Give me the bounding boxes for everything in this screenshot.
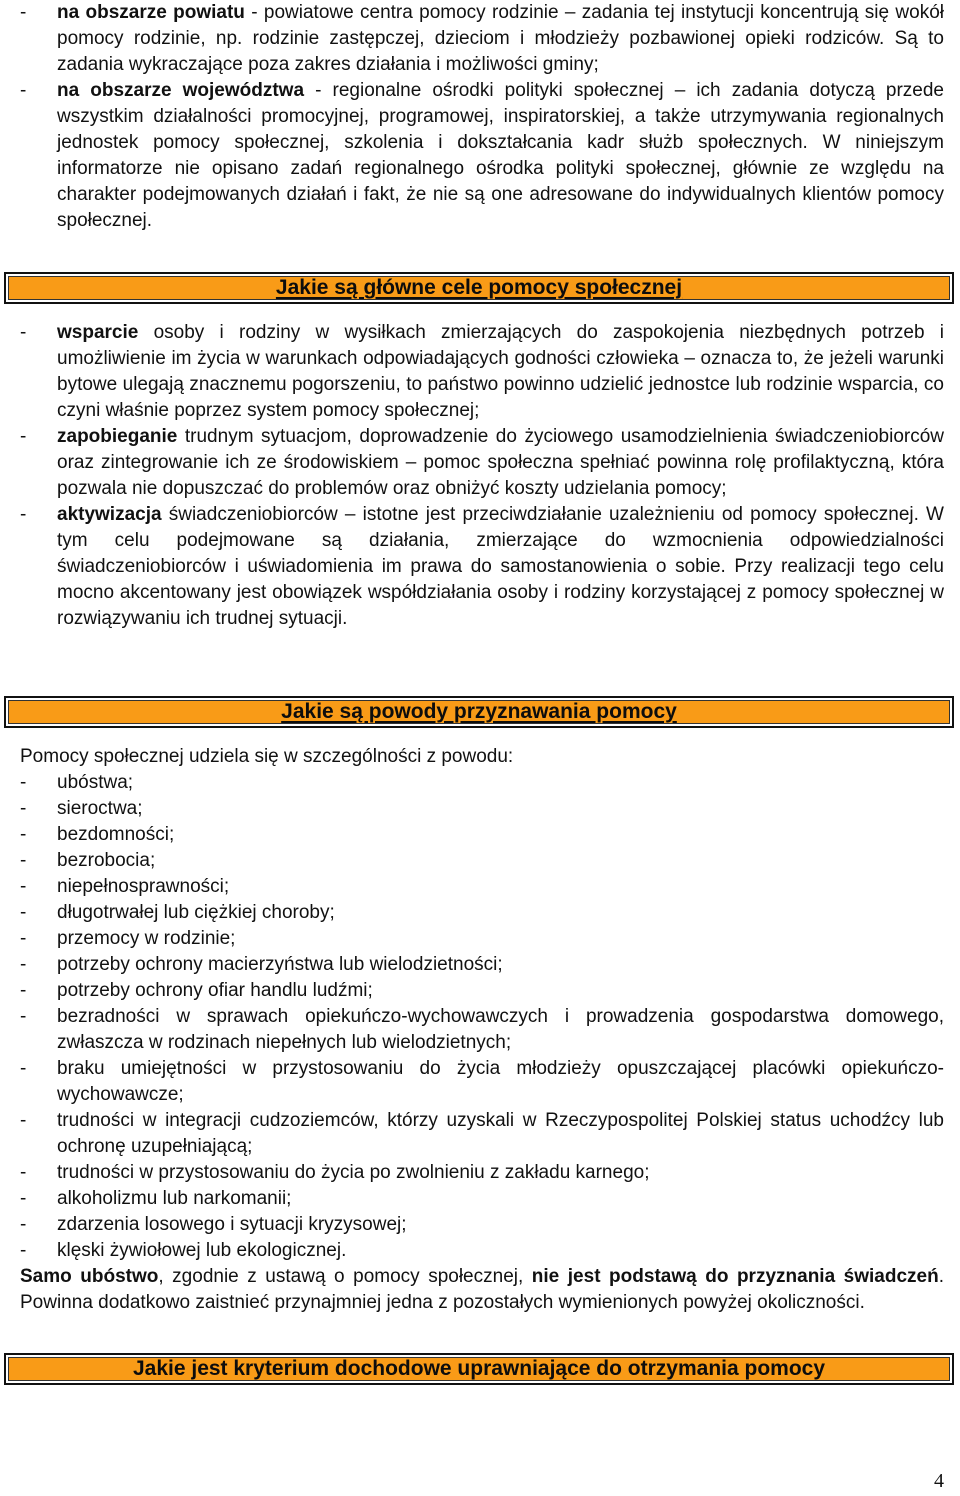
section-heading-goals — [4, 272, 954, 304]
item-text: - powiatowe centra pomocy rodzinie – zadania tej instytucji koncentrują się wokół pomocy rodzinie, np. rodzinie zastępczej, dzieciom i młodzieży pozbawionej opieki rodziców. Są to zadania wykraczające poza zakres działania i możliwości gminy; — [57, 2, 944, 75]
top-list — [20, 0, 944, 234]
reasons-section — [20, 744, 944, 1316]
reason-text: ubóstwa; — [57, 772, 134, 793]
reason-text: alkoholizmu lub narkomanii; — [57, 1188, 292, 1209]
list-item — [20, 848, 944, 874]
bullet-dash: - — [20, 928, 27, 949]
bullet-dash: - — [20, 1188, 27, 1209]
list-item — [20, 78, 944, 234]
note-text: , zgodnie z ustawą o pomocy społecznej, — [158, 1266, 532, 1287]
bullet-dash: - — [20, 1214, 27, 1235]
bullet-dash: - — [20, 850, 27, 871]
bullet-dash: - — [20, 80, 27, 101]
reason-text: bezradności w sprawach opiekuńczo-wychowawczych i prowadzenia gospodarstwa domowego, zwłaszcza w rodzinach niepełnych lub wielodzietnych; — [57, 1006, 944, 1053]
list-item — [20, 1056, 944, 1108]
item-bold: aktywizacja — [57, 504, 162, 525]
goals-list — [20, 320, 944, 632]
reason-text: niepełnosprawności; — [57, 876, 230, 897]
list-item — [20, 1004, 944, 1056]
list-item — [20, 770, 944, 796]
bullet-dash: - — [20, 504, 27, 525]
reasons-note — [20, 1264, 944, 1316]
bullet-dash: - — [20, 798, 27, 819]
item-text: trudnym sytuacjom, doprowadzenie do życiowego usamodzielnienia świadczeniobiorców oraz zintegrowanie ich ze środowiskiem – pomoc społeczna spełniać powinna rolę profilaktyczną, która pozwala nie dopuszczać do problemów oraz obniżyć koszty udzielania pomocy; — [57, 426, 944, 499]
item-text: świadczeniobiorców – istotne jest przeciwdziałanie uzależnieniu od pomocy społecznej. W tym celu podejmowane są działania, zmierzające do wzmocnienia odpowiedzialności świadczeniobiorców i uświadomienia im prawa do samostanowienia o sobie. Przy realizacji tego celu mocno akcentowany jest obowiązek współdziałania osoby i rodziny korzystającej z pomocy społecznej w rozwiązywaniu ich trudnej sytuacji. — [57, 504, 944, 629]
note-bold: nie jest podstawą do przyznania świadczeń — [531, 1266, 939, 1287]
bullet-dash: - — [20, 980, 27, 1001]
bullet-dash: - — [20, 322, 27, 343]
list-item — [20, 320, 944, 424]
reasons-list — [20, 770, 944, 1264]
list-item — [20, 1160, 944, 1186]
bullet-dash: - — [20, 954, 27, 975]
section-heading-income-criterion — [4, 1353, 954, 1385]
reason-text: bezdomności; — [57, 824, 175, 845]
section-heading-text: Jakie jest kryterium dochodowe uprawniające do otrzymania pomocy — [132, 1357, 826, 1380]
reason-text: przemocy w rodzinie; — [57, 928, 236, 949]
list-item — [20, 1212, 944, 1238]
list-item — [20, 796, 944, 822]
list-item — [20, 822, 944, 848]
bullet-dash: - — [20, 902, 27, 923]
bullet-dash: - — [20, 2, 27, 23]
reason-text: trudności w integracji cudzoziemców, którzy uzyskali w Rzeczypospolitej Polskiej status uchodźcy lub ochronę uzupełniającą; — [57, 1110, 944, 1157]
reason-text: długotrwałej lub ciężkiej choroby; — [57, 902, 335, 923]
bullet-dash: - — [20, 1006, 27, 1027]
bullet-dash: - — [20, 1110, 27, 1131]
bullet-dash: - — [20, 772, 27, 793]
list-item — [20, 1238, 944, 1264]
reason-text: klęski żywiołowej lub ekologicznej. — [57, 1240, 347, 1261]
list-item — [20, 502, 944, 632]
item-bold: na obszarze województwa — [57, 80, 305, 101]
reason-text: trudności w przystosowaniu do życia po zwolnieniu z zakładu karnego; — [57, 1162, 650, 1183]
item-bold: wsparcie — [57, 322, 139, 343]
bullet-dash: - — [20, 1162, 27, 1183]
section-heading-text: Jakie są główne cele pomocy społecznej — [275, 276, 683, 299]
note-text: . Powinna dodatkowo zaistnieć przynajmniej jedna z pozostałych wymienionych powyżej okoliczności. — [20, 1266, 944, 1313]
reason-text: braku umiejętności w przystosowaniu do życia młodzieży opuszczającej placówki opiekuńczo-wychowawcze; — [57, 1058, 944, 1105]
reason-text: bezrobocia; — [57, 850, 156, 871]
list-item — [20, 424, 944, 502]
reason-text: sieroctwa; — [57, 798, 143, 819]
note-bold: Samo ubóstwo — [20, 1266, 159, 1287]
section-heading-text: Jakie są powody przyznawania pomocy — [281, 700, 677, 723]
list-item — [20, 1108, 944, 1160]
bullet-dash: - — [20, 876, 27, 897]
list-item — [20, 952, 944, 978]
reason-text: zdarzenia losowego i sytuacji kryzysowej; — [57, 1214, 407, 1235]
bullet-dash: - — [20, 1240, 27, 1261]
list-item — [20, 978, 944, 1004]
list-item — [20, 874, 944, 900]
bullet-dash: - — [20, 426, 27, 447]
item-text: osoby i rodziny w wysiłkach zmierzających do zaspokojenia niezbędnych potrzeb i umożliwienie im życia w warunkach odpowiadających godności człowieka – oznacza to, że jeżeli warunki bytowe ulegają znacznemu pogorszeniu, to państwo powinno udzielić jednostce lub rodzinie wsparcia, co czyni właśnie poprzez system pomocy społecznej; — [57, 322, 944, 421]
section-heading-reasons — [4, 696, 954, 728]
list-item — [20, 0, 944, 78]
item-text: - regionalne ośrodki polityki społecznej – ich zadania dotyczą przede wszystkim działalności promocyjnej, programowej, inspiratorskiej, a także utrzymywania regionalnych jednostek pomocy społecznej, szkolenia i dokształcania kadr służb społecznych. W niniejszym informatorze nie opisano zadań regionalnego ośrodka polityki społecznej, głównie ze względu na charakter podejmowanych działań i fakt, że nie są one adresowane do indywidualnych klientów pomocy społecznej. — [57, 80, 944, 231]
list-item — [20, 1186, 944, 1212]
reason-text: potrzeby ochrony macierzyństwa lub wielodzietności; — [57, 954, 503, 975]
reason-text: potrzeby ochrony ofiar handlu ludźmi; — [57, 980, 373, 1001]
item-bold: zapobieganie — [57, 426, 178, 447]
bullet-dash: - — [20, 824, 27, 845]
page-number: 4 — [934, 1470, 944, 1492]
bullet-dash: - — [20, 1058, 27, 1079]
list-item — [20, 900, 944, 926]
reasons-intro: Pomocy społecznej udziela się w szczególności z powodu: — [20, 746, 514, 767]
item-bold: na obszarze powiatu — [57, 2, 245, 23]
list-item — [20, 926, 944, 952]
